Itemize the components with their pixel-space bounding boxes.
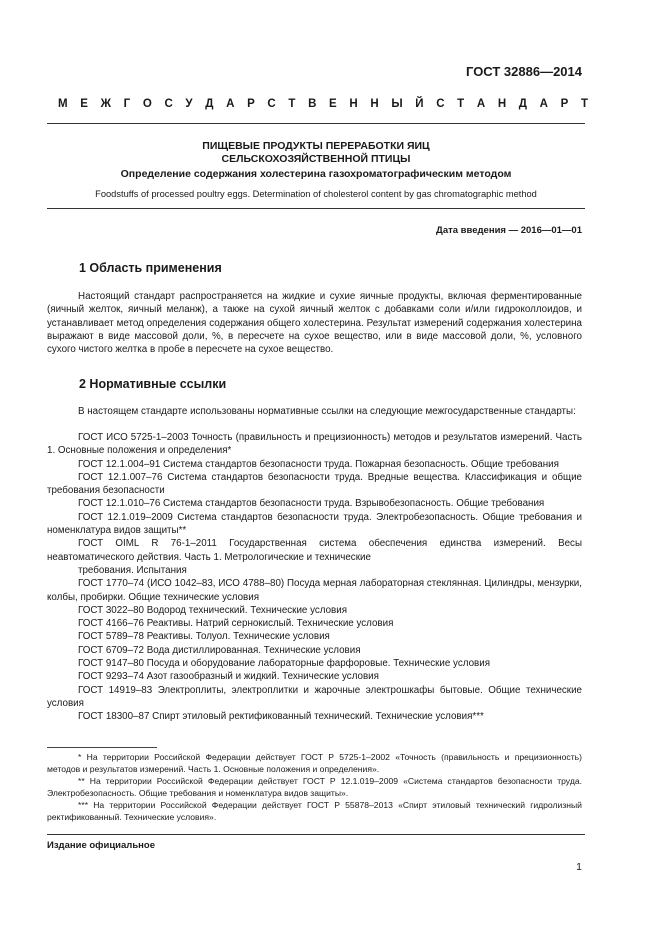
english-title: Foodstuffs of processed poultry eggs. Determination of cholesterol content by gas chromatographic method: [95, 189, 537, 199]
footnote: *** На территории Российской Федерации действует ГОСТ Р 55878–2013 «Спирт этиловый технический гидролизный ректификованный. Технические условия».: [47, 800, 582, 822]
section-1-heading: 1 Область применения: [79, 261, 222, 275]
footnote: * На территории Российской Федерации действует ГОСТ Р 5725-1–2002 «Точность (правильность и прецизионность) методов и результатов измерений. Часть 1. Основные положения и определения».: [47, 752, 582, 774]
reference-item: ГОСТ 12.1.004–91 Система стандартов безопасности труда. Пожарная безопасность. Общие требования: [78, 458, 559, 470]
reference-item: требования. Испытания: [78, 564, 187, 576]
document-title: [47, 140, 585, 166]
footnote: ** На территории Российской Федерации действует ГОСТ Р 12.1.019–2009 «Система стандартов безопасности труда. Электробезопасность. Общие требования и номенклатура видов защиты».: [47, 776, 582, 798]
reference-item: ГОСТ 5789–78 Реактивы. Толуол. Технические условия: [78, 631, 330, 643]
section-2-heading: 2 Нормативные ссылки: [79, 377, 227, 391]
document-subtitle: Определение содержания холестерина газохроматографическим методом: [120, 168, 512, 180]
reference-item: ГОСТ 6709–72 Вода дистиллированная. Технические условия: [78, 644, 361, 656]
introduction-date: Дата введения — 2016—01—01: [436, 225, 582, 236]
references-list: [47, 431, 582, 724]
reference-item: ГОСТ 9147–80 Посуда и оборудование лабораторные фарфоровые. Технические условия: [78, 658, 490, 670]
reference-item: ГОСТ 9293–74 Азот газообразный и жидкий. Технические условия: [78, 671, 379, 683]
title-line-1: ПИЩЕВЫЕ ПРОДУКТЫ ПЕРЕРАБОТКИ ЯИЦ: [202, 140, 430, 152]
reference-item: ГОСТ 12.1.010–76 Система стандартов безопасности труда. Взрывобезопасность. Общие требования: [78, 498, 545, 510]
reference-item: ГОСТ OIML R 76-1–2011 Государственная система обеспечения единства измерений. Весы неавтоматического действия. Часть 1. Метрологические и технические: [47, 538, 582, 563]
reference-item: ГОСТ 3022–80 Водород технический. Технические условия: [78, 604, 348, 616]
top-rule: [47, 123, 585, 124]
reference-item: ГОСТ 14919–83 Электроплиты, электроплитки и жарочные электрошкафы бытовые. Общие технические условия: [47, 684, 582, 709]
gost-number: ГОСТ 32886—2014: [466, 64, 582, 79]
reference-item: ГОСТ 12.1.019–2009 Система стандартов безопасности труда. Электробезопасность. Общие требования и номенклатура видов защиты**: [47, 511, 582, 537]
title-line-2: СЕЛЬСКОХОЗЯЙСТВЕННОЙ ПТИЦЫ: [221, 153, 411, 165]
reference-item: ГОСТ ИСО 5725-1–2003 Точность (правильность и прецизионность) методов и результатов измерений. Часть 1. Основные положения и определения*: [47, 432, 582, 457]
title-rule: [47, 208, 585, 209]
reference-item: ГОСТ 1770–74 (ИСО 1042–83, ИСО 4788–80) Посуда мерная лабораторная стеклянная. Цилиндры, мензурки, колбы, пробирки. Общие технические условия: [47, 578, 582, 603]
footnote-rule: [47, 747, 157, 748]
section-1-text: Настоящий стандарт распространяется на жидкие и сухие яичные продукты, включая ферментированные (яичный желток, яичный меланж), а также на сухой яичный желток с добавками соли и/или гидроколлоидов, и устанавливает метод определения содержания общего холестерина. Результат измерений содержания холестерина выражают в виде массовой доли, %, в пересчете на сухое вещество, или в виде массовой доли, %, условного сухого чистого желтка в пробе в пересчете на сухое вещество.: [47, 291, 582, 356]
bottom-rule: [47, 834, 585, 835]
section-2-intro: В настоящем стандарте использованы нормативные ссылки на следующие межгосударственные стандарты:: [78, 406, 576, 417]
reference-item: ГОСТ 12.1.007–76 Система стандартов безопасности труда. Вредные вещества. Классификация и общие требования безопасности: [47, 471, 582, 497]
reference-item: ГОСТ 4166–76 Реактивы. Натрий сернокислый. Технические условия: [78, 618, 394, 630]
footnotes: [47, 752, 582, 825]
reference-item: ГОСТ 18300–87 Спирт этиловый ректификованный технический. Технические условия***: [78, 711, 484, 723]
page-number: 1: [576, 861, 582, 873]
official-edition-label: Издание официальное: [47, 840, 155, 851]
interstate-standard-label: М Е Ж Г О С У Д А Р С Т В Е Н Н Ы Й С Т А Н Д А Р Т: [58, 98, 588, 110]
